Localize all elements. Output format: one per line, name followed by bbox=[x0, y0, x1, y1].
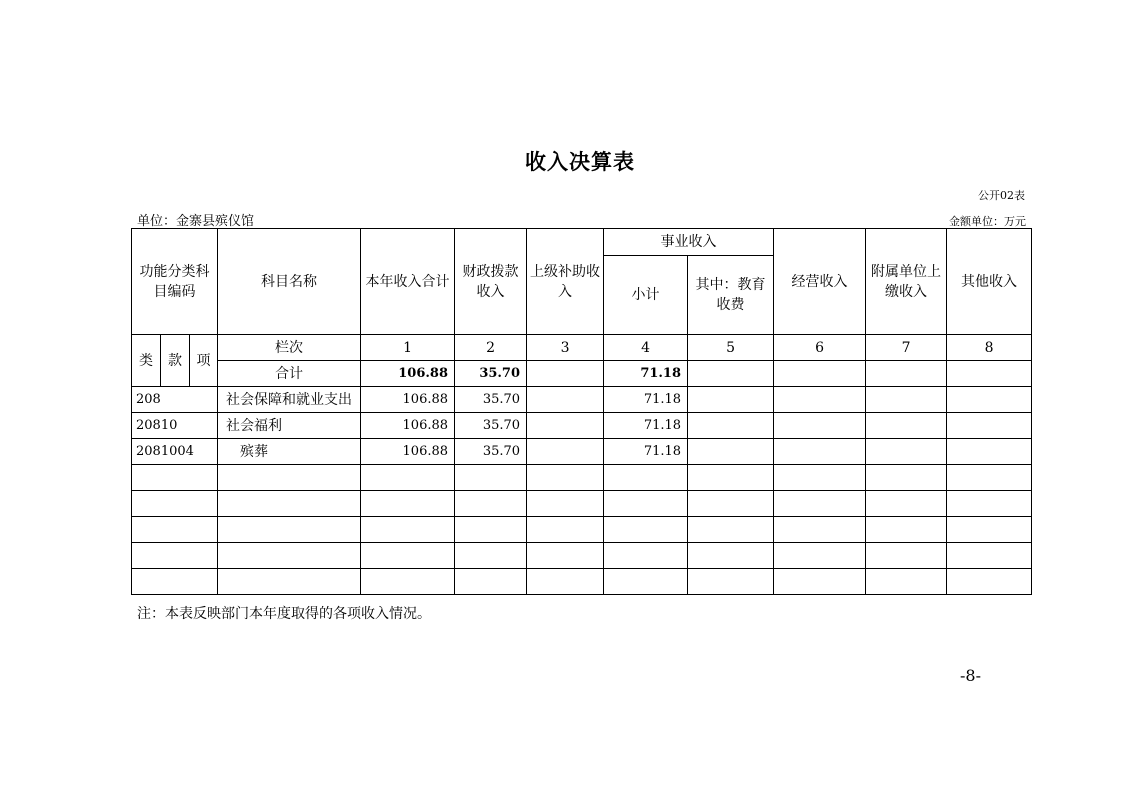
row-subject-name bbox=[218, 517, 361, 543]
total-row-affiliated bbox=[866, 361, 947, 387]
row-operating bbox=[774, 387, 866, 413]
row-other bbox=[947, 491, 1032, 517]
table-row bbox=[132, 569, 1032, 595]
row-subject-name bbox=[218, 491, 361, 517]
row-fiscal: 35.70 bbox=[455, 439, 527, 465]
table-row bbox=[132, 387, 1032, 413]
row-total bbox=[361, 543, 455, 569]
col-number: 3 bbox=[527, 335, 604, 361]
row-superior bbox=[527, 543, 604, 569]
row-subject-name bbox=[218, 465, 361, 491]
row-code bbox=[132, 517, 218, 543]
header-kuan: 款 bbox=[161, 335, 190, 387]
col-number: 1 bbox=[361, 335, 455, 361]
row-affiliated bbox=[866, 491, 947, 517]
row-operating bbox=[774, 517, 866, 543]
row-total bbox=[361, 569, 455, 595]
row-code bbox=[132, 465, 218, 491]
row-subtotal: 71.18 bbox=[604, 439, 688, 465]
row-education bbox=[688, 439, 774, 465]
row-total: 106.88 bbox=[361, 387, 455, 413]
row-other bbox=[947, 543, 1032, 569]
total-row bbox=[132, 361, 1032, 387]
row-education bbox=[688, 387, 774, 413]
page-number: -8- bbox=[960, 666, 981, 685]
header-superior: 上级补助收入 bbox=[527, 229, 604, 335]
row-subtotal bbox=[604, 491, 688, 517]
header-business: 事业收入 bbox=[604, 229, 774, 256]
row-code bbox=[132, 569, 218, 595]
row-fiscal: 35.70 bbox=[455, 387, 527, 413]
row-subject-name: 社会福利 bbox=[218, 413, 361, 439]
row-superior bbox=[527, 465, 604, 491]
col-number: 8 bbox=[947, 335, 1032, 361]
row-subtotal bbox=[604, 517, 688, 543]
row-subtotal bbox=[604, 543, 688, 569]
table-row bbox=[132, 465, 1032, 491]
row-education bbox=[688, 491, 774, 517]
table-row bbox=[132, 517, 1032, 543]
row-subject-name bbox=[218, 569, 361, 595]
total-row-label: 合计 bbox=[218, 361, 361, 387]
header-other: 其他收入 bbox=[947, 229, 1032, 335]
row-total bbox=[361, 491, 455, 517]
header-xiang: 项 bbox=[190, 335, 218, 387]
row-other bbox=[947, 569, 1032, 595]
row-affiliated bbox=[866, 543, 947, 569]
total-row-total: 106.88 bbox=[361, 361, 455, 387]
total-row-other bbox=[947, 361, 1032, 387]
row-fiscal bbox=[455, 569, 527, 595]
header-education: 其中：教育收费 bbox=[688, 256, 774, 335]
unit-label: 单位：金寨县殡仪馆 bbox=[137, 214, 255, 229]
total-row-operating bbox=[774, 361, 866, 387]
header-fiscal: 财政拨款收入 bbox=[455, 229, 527, 335]
row-total: 106.88 bbox=[361, 439, 455, 465]
row-subtotal: 71.18 bbox=[604, 413, 688, 439]
footnote: 注：本表反映部门本年度取得的各项收入情况。 bbox=[137, 606, 431, 622]
row-education bbox=[688, 413, 774, 439]
col-number: 5 bbox=[688, 335, 774, 361]
row-other bbox=[947, 439, 1032, 465]
row-other bbox=[947, 465, 1032, 491]
row-code: 20810 bbox=[132, 413, 218, 439]
row-superior bbox=[527, 569, 604, 595]
row-other bbox=[947, 413, 1032, 439]
col-number: 6 bbox=[774, 335, 866, 361]
header-subtotal: 小计 bbox=[604, 256, 688, 335]
row-education bbox=[688, 517, 774, 543]
table-row bbox=[132, 491, 1032, 517]
row-subtotal bbox=[604, 465, 688, 491]
row-subject-name: 殡葬 bbox=[218, 439, 361, 465]
row-superior bbox=[527, 439, 604, 465]
amount-unit-label: 金额单位：万元 bbox=[949, 215, 1026, 228]
row-code: 2081004 bbox=[132, 439, 218, 465]
col-number: 7 bbox=[866, 335, 947, 361]
row-code: 208 bbox=[132, 387, 218, 413]
row-subtotal: 71.18 bbox=[604, 387, 688, 413]
row-operating bbox=[774, 569, 866, 595]
total-row-fiscal: 35.70 bbox=[455, 361, 527, 387]
row-code bbox=[132, 543, 218, 569]
row-fiscal bbox=[455, 517, 527, 543]
table-row bbox=[132, 439, 1032, 465]
row-superior bbox=[527, 413, 604, 439]
row-education bbox=[688, 465, 774, 491]
header-subject-name: 科目名称 bbox=[218, 229, 361, 335]
row-affiliated bbox=[866, 465, 947, 491]
col-number: 2 bbox=[455, 335, 527, 361]
row-total bbox=[361, 465, 455, 491]
header-operating: 经营收入 bbox=[774, 229, 866, 335]
row-operating bbox=[774, 491, 866, 517]
row-fiscal bbox=[455, 465, 527, 491]
total-row-superior bbox=[527, 361, 604, 387]
row-total bbox=[361, 517, 455, 543]
table-row bbox=[132, 413, 1032, 439]
header-total: 本年收入合计 bbox=[361, 229, 455, 335]
row-other bbox=[947, 517, 1032, 543]
row-affiliated bbox=[866, 569, 947, 595]
row-operating bbox=[774, 439, 866, 465]
row-affiliated bbox=[866, 439, 947, 465]
header-affiliated: 附属单位上缴收入 bbox=[866, 229, 947, 335]
income-table bbox=[131, 228, 1032, 595]
row-superior bbox=[527, 387, 604, 413]
header-func-code: 功能分类科目编码 bbox=[132, 229, 218, 335]
row-education bbox=[688, 543, 774, 569]
row-superior bbox=[527, 517, 604, 543]
header-lanci: 栏次 bbox=[218, 335, 361, 361]
row-subject-name: 社会保障和就业支出 bbox=[218, 387, 361, 413]
row-education bbox=[688, 569, 774, 595]
row-operating bbox=[774, 465, 866, 491]
row-subject-name bbox=[218, 543, 361, 569]
page-title: 收入决算表 bbox=[525, 149, 635, 174]
row-affiliated bbox=[866, 387, 947, 413]
header-lei: 类 bbox=[132, 335, 161, 387]
form-number: 公开02表 bbox=[978, 189, 1025, 202]
total-row-subtotal: 71.18 bbox=[604, 361, 688, 387]
row-other bbox=[947, 387, 1032, 413]
total-row-education bbox=[688, 361, 774, 387]
col-number: 4 bbox=[604, 335, 688, 361]
row-affiliated bbox=[866, 517, 947, 543]
row-code bbox=[132, 491, 218, 517]
row-operating bbox=[774, 413, 866, 439]
row-fiscal bbox=[455, 491, 527, 517]
row-total: 106.88 bbox=[361, 413, 455, 439]
row-operating bbox=[774, 543, 866, 569]
row-affiliated bbox=[866, 413, 947, 439]
row-superior bbox=[527, 491, 604, 517]
row-fiscal: 35.70 bbox=[455, 413, 527, 439]
row-subtotal bbox=[604, 569, 688, 595]
row-fiscal bbox=[455, 543, 527, 569]
table-row bbox=[132, 543, 1032, 569]
